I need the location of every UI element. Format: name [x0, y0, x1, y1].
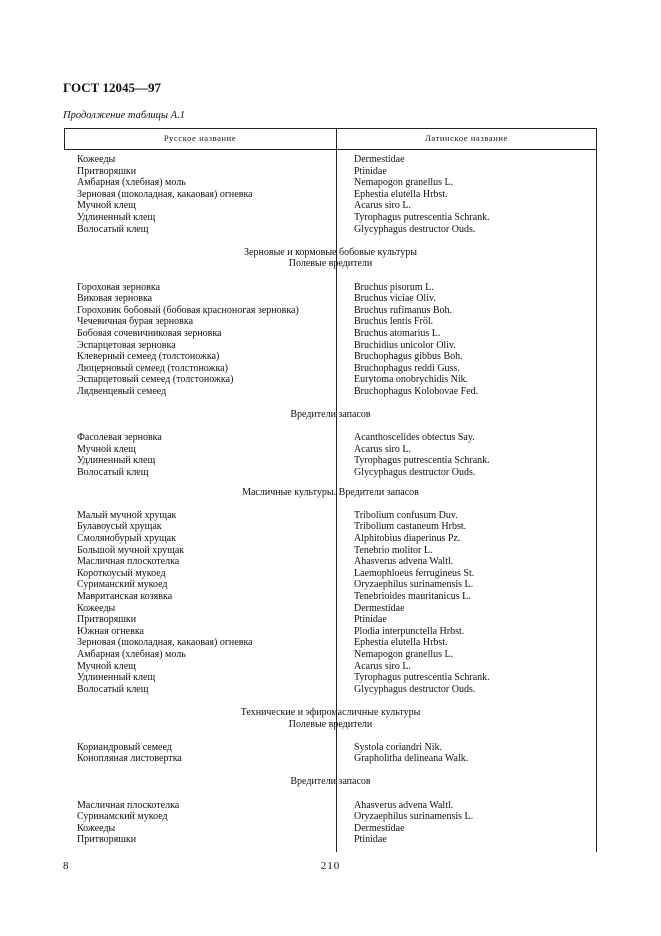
table-row	[64, 672, 597, 684]
russian-name: Волосатый клещ	[77, 683, 149, 695]
section-subheading: Полевые вредители	[288, 718, 373, 730]
latin-name: Ptinidae	[354, 834, 387, 846]
latin-name: Bruchophagus reddi Guss.	[354, 362, 460, 374]
latin-name: Oryzaephilus surinamensis L.	[354, 811, 474, 823]
russian-name: Фасолевая зерновка	[77, 432, 162, 444]
table-row	[64, 603, 597, 615]
table-row	[64, 351, 597, 363]
row-group	[64, 742, 597, 765]
latin-name: Acarus siro L.	[354, 200, 411, 212]
russian-name: Малый мучной хрущак	[77, 509, 177, 521]
russian-name: Масличная плоскотелка	[77, 799, 180, 811]
section-number: 8	[63, 860, 69, 872]
section-subheading: Полевые вредители	[288, 258, 373, 270]
table-row	[64, 800, 597, 812]
column-header-russian: Русское название	[163, 133, 237, 143]
russian-name: Кожееды	[77, 602, 116, 614]
table-row	[64, 521, 597, 533]
latin-name: Ephestia elutella Hrbst.	[354, 637, 448, 649]
spacer	[64, 479, 597, 487]
table-row	[64, 533, 597, 545]
latin-name: Nemapogon granellus L.	[354, 177, 454, 189]
table-row	[64, 316, 597, 328]
latin-name: Acarus siro L.	[354, 660, 411, 672]
spacer	[64, 421, 597, 433]
russian-name: Южная огневка	[77, 625, 144, 637]
species-table	[64, 128, 597, 852]
row-group	[64, 800, 597, 846]
section-heading: Зерновые и кормовые бобовые культуры	[244, 246, 417, 258]
row-group	[64, 510, 597, 696]
section-heading: Вредители запасов	[290, 409, 371, 421]
latin-name: Nemapogon granellus L.	[354, 648, 454, 660]
russian-name: Большой мучной хрущак	[77, 544, 185, 556]
latin-name: Bruchus atomarius L.	[354, 327, 441, 339]
russian-name: Лядвенцевый семеед	[77, 385, 167, 397]
spacer	[64, 270, 597, 282]
table-row	[64, 834, 597, 846]
latin-name: Oryzaephilus surinamensis L.	[354, 579, 474, 591]
table-row	[64, 579, 597, 591]
latin-name: Dermestidae	[354, 822, 405, 834]
russian-name: Удлиненный клещ	[77, 672, 156, 684]
russian-name: Конопляная листовертка	[77, 753, 182, 765]
russian-name: Виковая зерновка	[77, 293, 153, 305]
spacer	[64, 788, 597, 800]
russian-name: Смолянобурый хрущак	[77, 533, 176, 544]
latin-name: Bruchus pisorum L.	[354, 281, 434, 293]
table-row	[64, 823, 597, 835]
table-row	[64, 432, 597, 444]
russian-name: Притворяшки	[77, 165, 137, 177]
russian-name: Чечевичная бурая зерновка	[77, 316, 194, 328]
latin-name: Acarus siro L.	[354, 443, 411, 455]
russian-name: Амбарная (хлебная) моль	[77, 177, 186, 189]
latin-name: Dermestidae	[354, 154, 405, 165]
latin-name: Bruchophagus Kolobovae Fed.	[354, 385, 479, 397]
latin-name: Bruchus rufimanus Boh.	[354, 304, 453, 316]
russian-name: Удлиненный клещ	[77, 455, 156, 467]
table-row	[64, 637, 597, 649]
latin-name: Bruchidius unicolor Oliv.	[354, 339, 456, 351]
table-row	[64, 189, 597, 201]
table-row	[64, 568, 597, 580]
russian-name: Зерновая (шоколадная, какаовая) огневка	[77, 188, 253, 200]
table-row	[64, 614, 597, 626]
table-row	[64, 742, 597, 754]
latin-name: Alphitobius diaperinus Pz.	[354, 533, 461, 544]
russian-name: Удлиненный клещ	[77, 211, 156, 223]
table-row	[64, 154, 597, 166]
document-code: ГОСТ 12045—97	[63, 80, 162, 95]
latin-name: Ahasverus advena Waltl.	[354, 556, 454, 568]
latin-name: Tyrophagus putrescentia Schrank.	[354, 211, 490, 223]
russian-name: Эспарцетовая зерновка	[77, 339, 176, 351]
table-row	[64, 293, 597, 305]
section-heading: Масличные культуры. Вредители запасов	[242, 486, 419, 498]
table-row	[64, 444, 597, 456]
latin-name: Glycyphagus destructor Ouds.	[354, 683, 476, 695]
russian-name: Клеверный семеед (толстоножка)	[77, 351, 220, 363]
table-row	[64, 374, 597, 386]
table-row	[64, 626, 597, 638]
russian-name: Притворяшки	[77, 834, 137, 846]
latin-name: Bruchophagus gibbus Boh.	[354, 351, 463, 363]
russian-name: Притворяшки	[77, 614, 137, 626]
table-row	[64, 328, 597, 340]
table-row	[64, 753, 597, 765]
table-row	[64, 177, 597, 189]
latin-name: Eurytoma onobrychidis Nik.	[354, 374, 469, 386]
russian-name: Булавоусый хрущак	[77, 521, 162, 533]
row-group	[64, 432, 597, 478]
table-caption: Продолжение таблицы А.1	[63, 110, 185, 121]
table-row	[64, 556, 597, 568]
russian-name: Масличная плоскотелка	[77, 556, 180, 568]
latin-name: Tribolium confusum Duv.	[354, 509, 458, 521]
row-group	[64, 154, 597, 235]
latin-name: Tyrophagus putrescentia Schrank.	[354, 455, 490, 467]
latin-name: Tenebrio molitor L.	[354, 544, 433, 556]
table-row	[64, 661, 597, 673]
russian-name: Люцерновый семеед (толстоножка)	[77, 362, 228, 374]
latin-name: Tenebrioides mauritanicus L.	[354, 590, 471, 602]
spacer	[64, 765, 597, 777]
table-row	[64, 212, 597, 224]
latin-name: Laemophloeus ferrugineus St.	[354, 567, 475, 579]
table-row	[64, 455, 597, 467]
table-row	[64, 386, 597, 398]
table-row	[64, 649, 597, 661]
latin-name: Ahasverus advena Waltl.	[354, 799, 454, 811]
russian-name: Гороховик бобовый (бобовая красноногая зерновка)	[77, 304, 299, 316]
latin-name: Bruchus viciae Oliv.	[354, 293, 436, 305]
latin-name: Systola coriandri Nik.	[354, 741, 443, 753]
page-number: 210	[320, 860, 341, 872]
column-header-latin: Латинское название	[425, 133, 508, 143]
latin-name: Glycyphagus destructor Ouds.	[354, 223, 476, 235]
russian-name: Гороховая зерновка	[77, 281, 161, 293]
table-row	[64, 224, 597, 236]
spacer	[64, 235, 597, 247]
table-row	[64, 363, 597, 375]
latin-name: Tyrophagus putrescentia Schrank.	[354, 672, 490, 684]
russian-name: Суриманский мукоед	[77, 579, 168, 591]
table-top-border	[64, 128, 597, 129]
table-row	[64, 467, 597, 479]
table-body	[64, 154, 597, 846]
latin-name: Tribolium castaneum Hrbst.	[354, 521, 467, 533]
russian-name: Короткоусый мукоед	[77, 567, 166, 579]
russian-name: Амбарная (хлебная) моль	[77, 648, 186, 660]
spacer	[64, 397, 597, 409]
table-row	[64, 282, 597, 294]
table-header-border	[64, 149, 597, 150]
table-row	[64, 305, 597, 317]
table-row	[64, 340, 597, 352]
row-group	[64, 282, 597, 398]
latin-name: Ptinidae	[354, 614, 387, 626]
russian-name: Мучной клещ	[77, 443, 136, 455]
table-row	[64, 166, 597, 178]
russian-name: Мучной клещ	[77, 660, 136, 672]
latin-name: Dermestidae	[354, 602, 405, 614]
table-row	[64, 684, 597, 696]
latin-name: Ptinidae	[354, 165, 387, 177]
spacer	[64, 498, 597, 510]
russian-name: Суринамский мукоед	[77, 811, 168, 823]
latin-name: Acanthoscelides obtectus Say.	[354, 432, 475, 444]
russian-name: Зерновая (шоколадная, какаовая) огневка	[77, 637, 253, 649]
table-row	[64, 510, 597, 522]
latin-name: Bruchus lentis Fröl.	[354, 316, 434, 328]
russian-name: Кожееды	[77, 154, 116, 165]
table-row	[64, 811, 597, 823]
section-heading: Вредители запасов	[290, 776, 371, 788]
latin-name: Plodia interpunctella Hrbst.	[354, 625, 465, 637]
russian-name: Эспарцетовый семеед (толстоножка)	[77, 374, 234, 386]
spacer	[64, 730, 597, 742]
spacer	[64, 695, 597, 707]
latin-name: Ephestia elutella Hrbst.	[354, 188, 448, 200]
russian-name: Волосатый клещ	[77, 223, 149, 235]
table-row	[64, 545, 597, 557]
latin-name: Grapholitha delineana Walk.	[354, 753, 469, 765]
section-heading: Технические и эфиромасличные культуры	[240, 706, 421, 718]
russian-name: Кориандровый семеед	[77, 741, 172, 753]
table-row	[64, 200, 597, 212]
latin-name: Glycyphagus destructor Ouds.	[354, 467, 476, 479]
table-row	[64, 591, 597, 603]
russian-name: Мучной клещ	[77, 200, 136, 212]
russian-name: Бобовая сочевичниковая зерновка	[77, 327, 222, 339]
russian-name: Кожееды	[77, 822, 116, 834]
russian-name: Мавританская козявка	[77, 590, 173, 602]
russian-name: Волосатый клещ	[77, 467, 149, 479]
